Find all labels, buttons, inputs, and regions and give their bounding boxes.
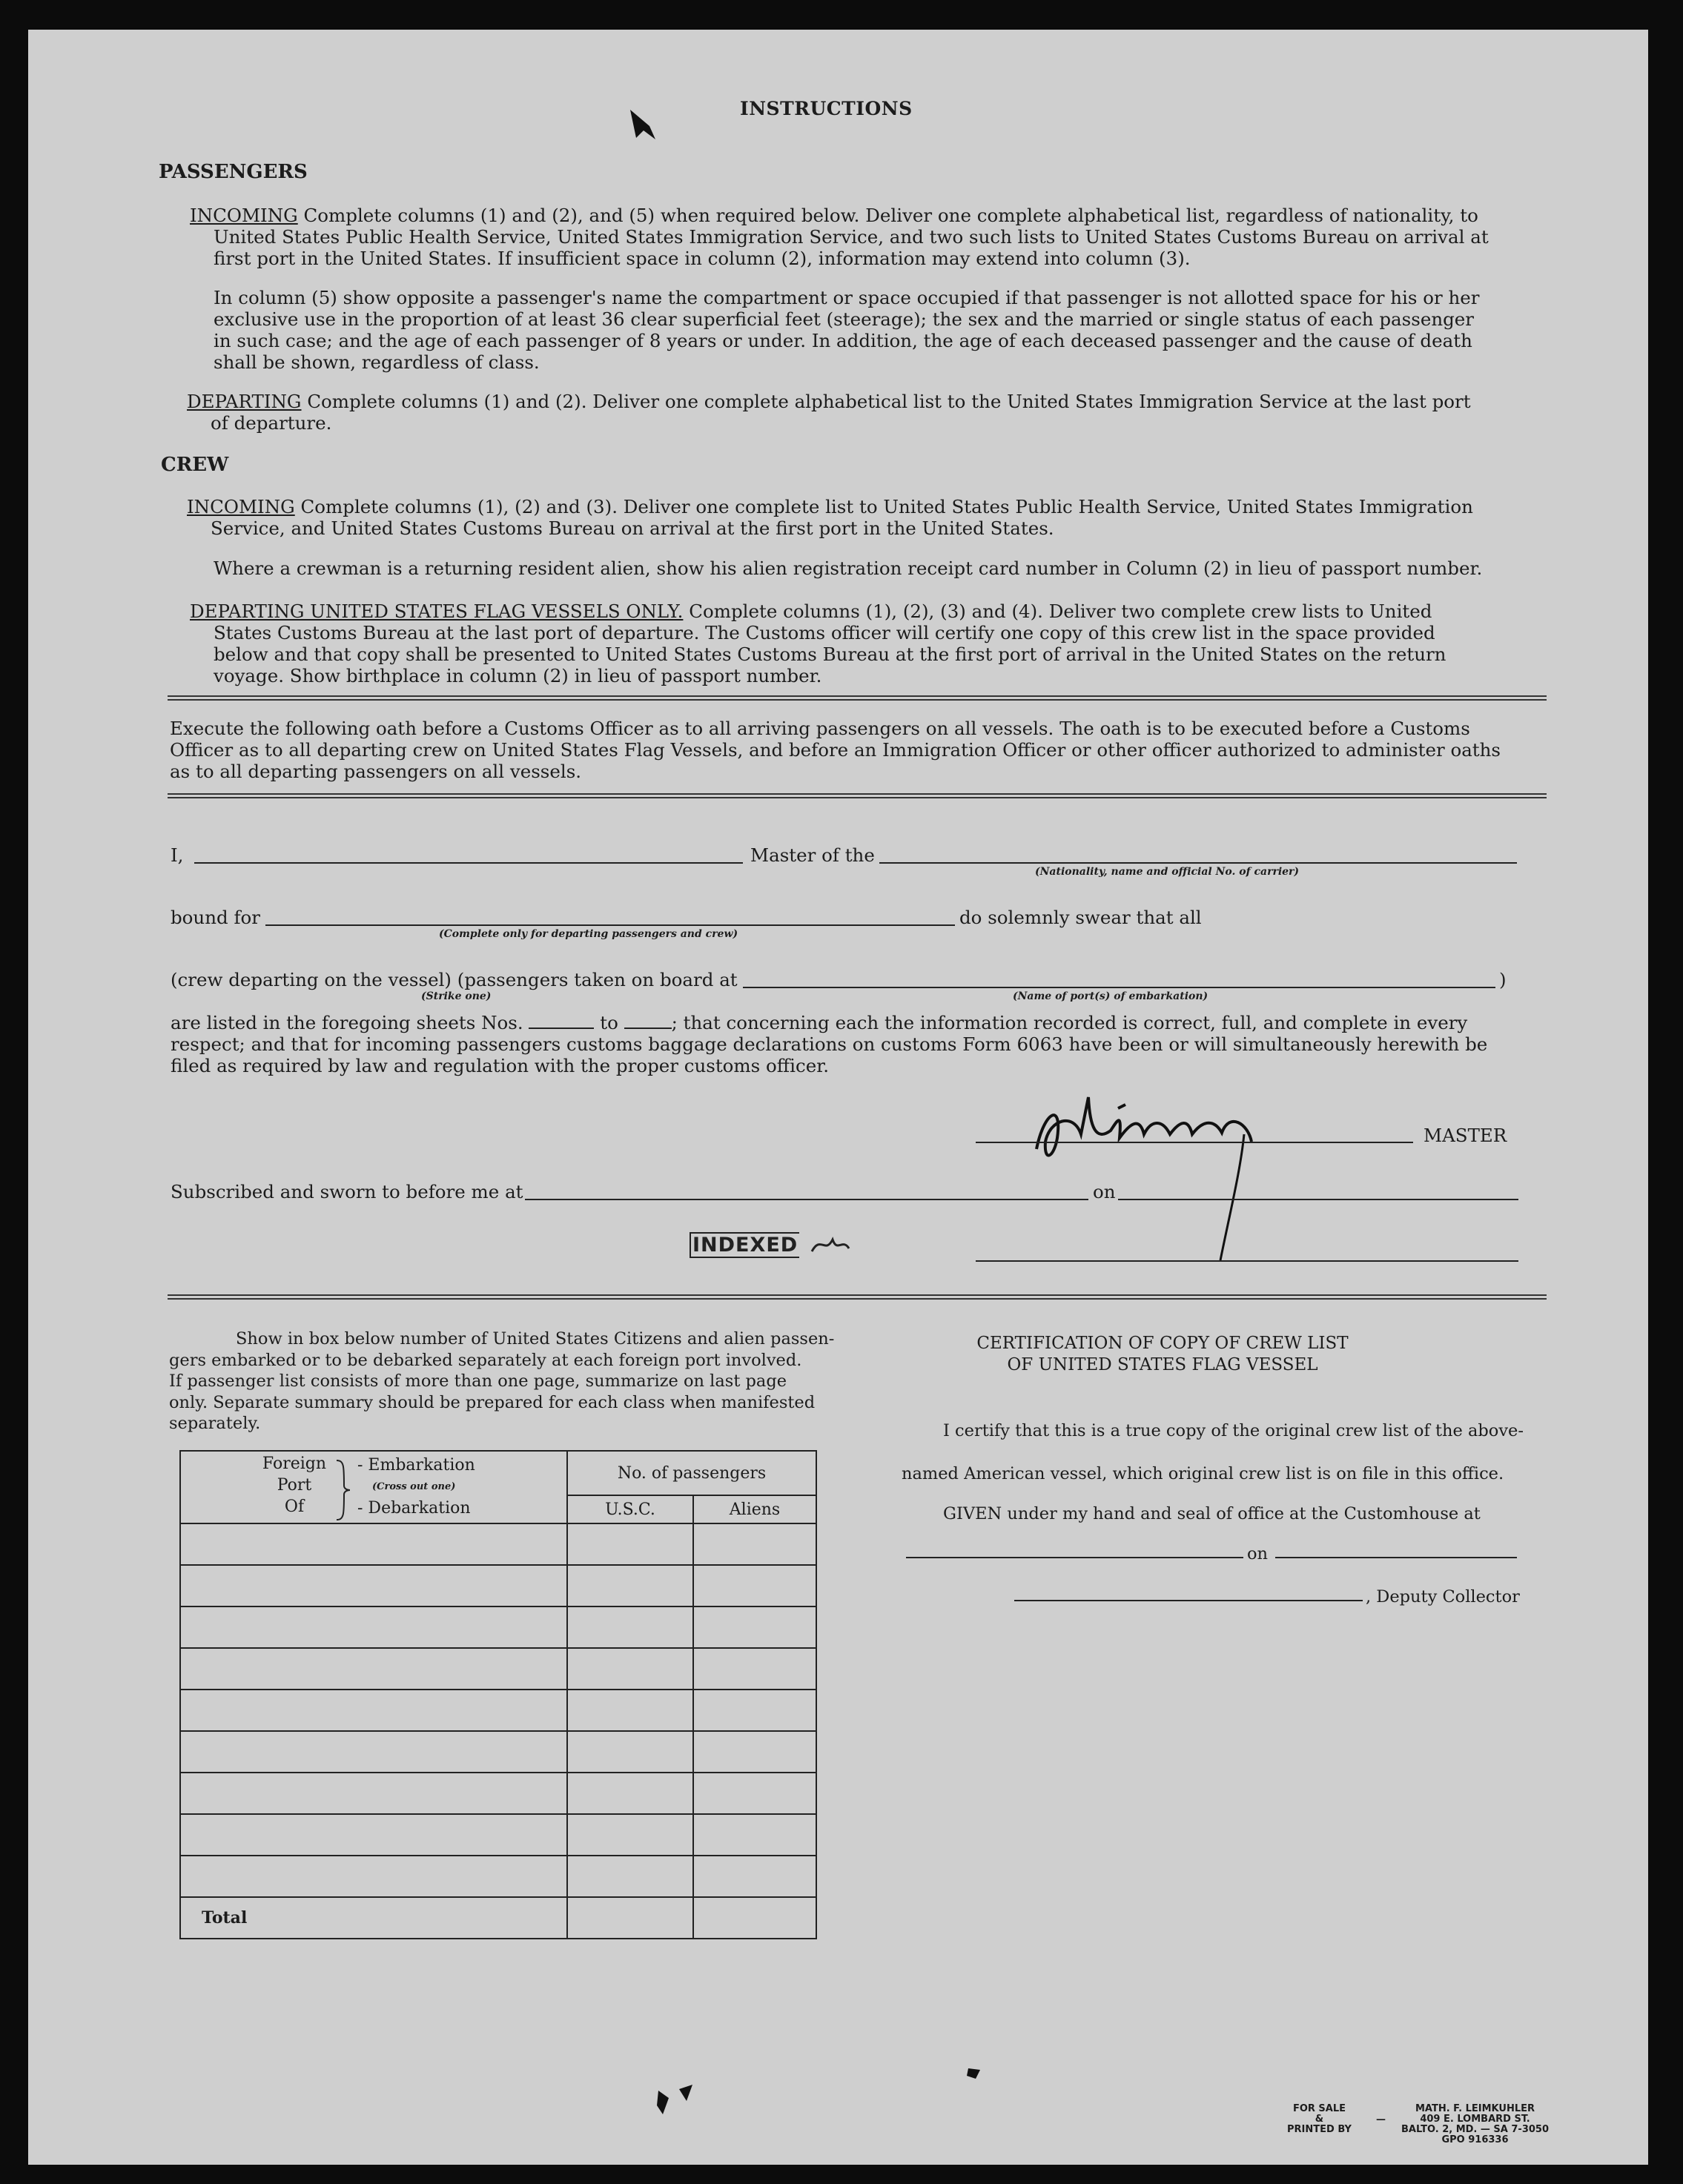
passengers-departing-line-1: DEPARTING Complete columns (1) and (2). Deliver one complete alphabetical list to the United States Immigration Service at the last port bbox=[187, 391, 1471, 412]
certification-title: CERTIFICATION OF COPY OF CREW LIST OF UNITED STATES FLAG VESSEL bbox=[976, 1334, 1349, 1374]
crew-departing-line-1: DEPARTING UNITED STATES FLAG VESSELS ONLY. Complete columns (1), (2), (3) and (4). Deliver two complete crew lists to United bbox=[190, 600, 1432, 622]
departing-label: DEPARTING bbox=[187, 391, 302, 412]
certification-on-label: on bbox=[1247, 1544, 1269, 1563]
crew-incoming-line-1: INCOMING Complete columns (1), (2) and (3). Deliver one complete list to United States Public Health Service, United States Immigration bbox=[187, 496, 1473, 517]
certification-text-2: named American vessel, which original crew list is on file in this office. bbox=[902, 1464, 1504, 1483]
sheet-to-field[interactable] bbox=[624, 1028, 672, 1029]
stamp-initials bbox=[807, 1232, 852, 1259]
officer-signature-field[interactable] bbox=[976, 1260, 1518, 1262]
passengers-incoming-line-2: United States Public Health Service, United States Immigration Service, and two such lists to United States Customs Bureau on arrival at bbox=[214, 226, 1489, 248]
passengers-incoming-line-1: INCOMING Complete columns (1) and (2), and (5) when required below. Deliver one complete alphabetical list, regardless of nationality, to bbox=[190, 205, 1478, 226]
table-row bbox=[180, 1773, 816, 1814]
summary-instructions: Show in box below number of United States Citizens and alien passen- gers embarked or to be debarked separately at each foreign port involved. If passenger list consists of more than one page, summarize on last page only. Separate summary should be prepared for each class when manifested separately. bbox=[169, 1329, 835, 1433]
master-signature bbox=[992, 1068, 1437, 1290]
sworn-date-field[interactable] bbox=[1118, 1199, 1518, 1200]
swear-text: do solemnly swear that all bbox=[959, 907, 1202, 928]
bound-for-caption: (Complete only for departing passengers and crew) bbox=[439, 928, 738, 940]
sworn-on-label: on bbox=[1093, 1181, 1116, 1202]
sheet-from-field[interactable] bbox=[529, 1028, 594, 1029]
bound-for-label: bound for bbox=[171, 907, 260, 928]
table-row bbox=[180, 1648, 816, 1690]
customhouse-field[interactable] bbox=[906, 1557, 1243, 1558]
oath-i-label: I, bbox=[171, 844, 184, 866]
usc-header: U.S.C. bbox=[567, 1495, 693, 1523]
crew-resident-alien-text: Where a crewman is a returning resident alien, show his alien registration receipt card number in Column (2) in lieu of passport number. bbox=[214, 557, 1483, 579]
column5-line-3: in such case; and the age of each passenger of 8 years or under. In addition, the age of each deceased passenger and the cause of death bbox=[214, 330, 1472, 351]
total-row bbox=[180, 1897, 816, 1939]
oath-intro-line-1: Execute the following oath before a Customs Officer as to all arriving passengers on all vessels. The oath is to be executed before a Customs bbox=[170, 718, 1470, 739]
divider-top bbox=[168, 695, 1547, 701]
embarkation-ports-field[interactable] bbox=[743, 987, 1495, 988]
table-row bbox=[180, 1814, 816, 1856]
crew-incoming-line-2: Service, and United States Customs Bureau on arrival at the first port in the United States. bbox=[211, 517, 1054, 539]
crew-departing-line-2: States Customs Bureau at the last port of departure. The Customs officer will certify one copy of this crew list in the space provided bbox=[214, 622, 1435, 643]
aliens-header: Aliens bbox=[693, 1495, 816, 1523]
table-row bbox=[180, 1606, 816, 1648]
incoming-label: INCOMING bbox=[190, 205, 298, 226]
strike-one-caption: (Strike one) bbox=[421, 990, 492, 1002]
table-row bbox=[180, 1690, 816, 1731]
printer-for-sale: FOR SALE & PRINTED BY bbox=[1287, 2103, 1352, 2135]
total-label: Total bbox=[180, 1897, 567, 1939]
page-title: INSTRUCTIONS bbox=[740, 98, 913, 119]
listed-line-3: filed as required by law and regulation with the proper customs officer. bbox=[171, 1055, 830, 1076]
passengers-heading: PASSENGERS bbox=[159, 161, 308, 183]
port-header-cell: Foreign Port Of - Embarkation (Cross out one) - Debarkation bbox=[180, 1451, 567, 1523]
deputy-collector-field[interactable] bbox=[1014, 1600, 1363, 1601]
listed-line-2: respect; and that for incoming passengers customs baggage declarations on customs Form 6063 have been or will simultaneously herewith be bbox=[171, 1033, 1488, 1055]
table-row bbox=[180, 1856, 816, 1897]
printer-address: MATH. F. LEIMKUHLER 409 E. LOMBARD ST. BALTO. 2, MD. — SA 7-3050 GPO 916336 bbox=[1401, 2103, 1549, 2145]
oath-intro-line-2: Officer as to all departing crew on United States Flag Vessels, and before an Immigration Officer or other officer authorized to administer oaths bbox=[170, 739, 1501, 761]
deputy-collector-label: , Deputy Collector bbox=[1366, 1587, 1520, 1606]
ink-speck-right bbox=[955, 2061, 999, 2091]
ink-specks bbox=[644, 2076, 733, 2120]
form-sheet bbox=[28, 30, 1648, 2165]
crew-incoming-label: INCOMING bbox=[187, 496, 295, 517]
table-row bbox=[180, 1731, 816, 1773]
table-row bbox=[180, 1565, 816, 1606]
brace-icon bbox=[334, 1457, 351, 1523]
master-signature-line[interactable] bbox=[976, 1142, 1413, 1143]
certification-date-field[interactable] bbox=[1275, 1557, 1517, 1558]
master-label: MASTER bbox=[1424, 1125, 1507, 1146]
certification-text-3: GIVEN under my hand and seal of office at the Customhouse at bbox=[943, 1504, 1481, 1523]
bound-for-field[interactable] bbox=[265, 924, 955, 926]
master-name-field[interactable] bbox=[194, 862, 743, 864]
master-of-the-label: Master of the bbox=[750, 844, 875, 866]
crew-heading: CREW bbox=[161, 454, 229, 476]
listed-line-1: are listed in the foregoing sheets Nos. to ; that concerning each the information recorded is correct, full, and complete in every bbox=[171, 1012, 1468, 1033]
indexed-stamp: INDEXED bbox=[690, 1232, 852, 1259]
ports-table bbox=[179, 1450, 817, 1939]
column5-line-1: In column (5) show opposite a passenger's name the compartment or space occupied if that passenger is not allotted space for his or her bbox=[214, 287, 1480, 308]
crew-departing-line-3: below and that copy shall be presented to United States Customs Bureau at the first port of arrival in the United States on the return bbox=[214, 643, 1446, 665]
carrier-caption: (Nationality, name and official No. of carrier) bbox=[1035, 866, 1300, 878]
crew-departing-label: DEPARTING UNITED STATES FLAG VESSELS ONLY. bbox=[190, 600, 684, 622]
printer-dash: — bbox=[1376, 2114, 1386, 2125]
oath-intro-line-3: as to all departing passengers on all vessels. bbox=[170, 761, 582, 782]
certification-text-1: I certify that this is a true copy of the original crew list of the above- bbox=[943, 1421, 1524, 1440]
divider-bottom bbox=[168, 1294, 1547, 1300]
ink-blot bbox=[621, 104, 666, 148]
crew-departing-clause: (crew departing on the vessel) (passengers taken on board at bbox=[171, 969, 738, 990]
sworn-place-field[interactable] bbox=[525, 1199, 1088, 1200]
divider-oath bbox=[168, 793, 1547, 798]
ports-caption: (Name of port(s) of embarkation) bbox=[1013, 990, 1208, 1002]
passengers-departing-line-2: of departure. bbox=[211, 412, 332, 434]
table-row bbox=[180, 1523, 816, 1565]
column5-line-2: exclusive use in the proportion of at least 36 clear superficial feet (steerage); the sex and the married or single status of each passenger bbox=[214, 308, 1474, 330]
crew-departing-line-4: voyage. Show birthplace in column (2) in lieu of passport number. bbox=[214, 665, 822, 686]
passengers-incoming-line-3: first port in the United States. If insufficient space in column (2), information may extend into column (3). bbox=[214, 248, 1191, 269]
close-paren: ) bbox=[1499, 969, 1507, 990]
carrier-field[interactable] bbox=[879, 862, 1517, 864]
subscribed-label: Subscribed and sworn to before me at bbox=[171, 1181, 523, 1202]
column5-line-4: shall be shown, regardless of class. bbox=[214, 351, 540, 373]
no-passengers-header: No. of passengers bbox=[567, 1451, 816, 1495]
